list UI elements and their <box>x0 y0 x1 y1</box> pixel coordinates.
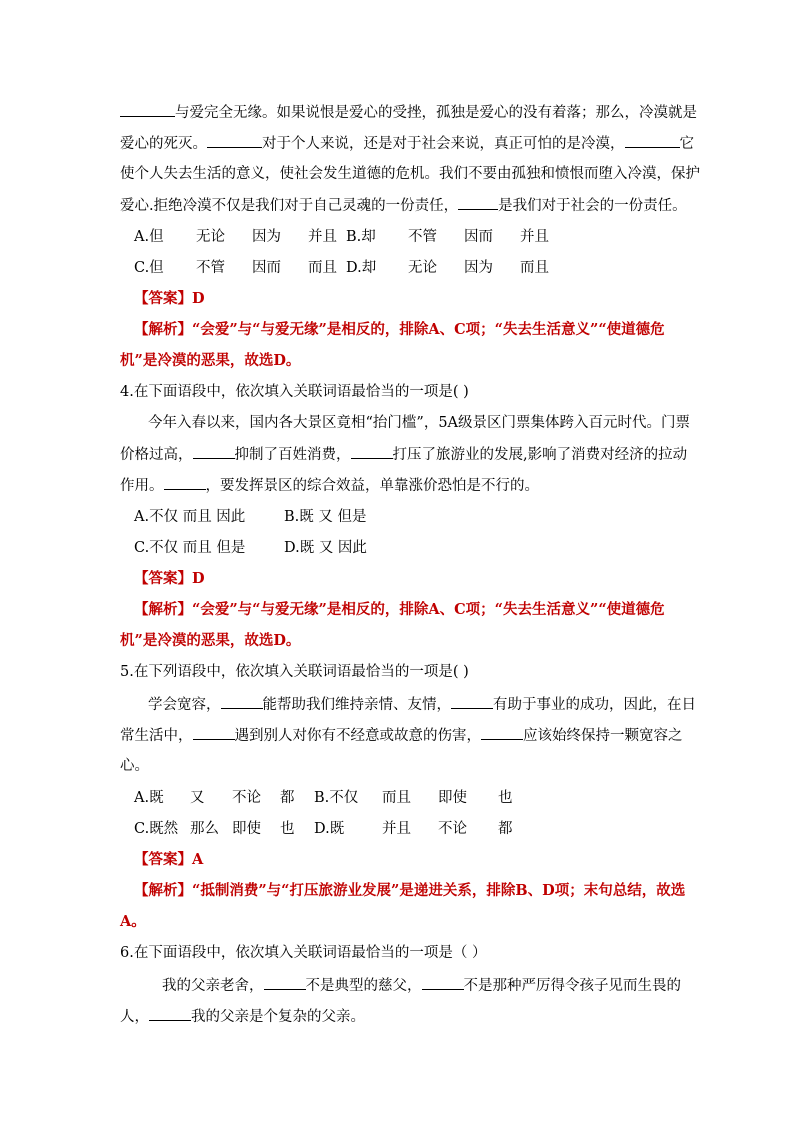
fill-blank <box>451 694 493 709</box>
fill-blank <box>264 975 306 990</box>
passage-line: 我的父亲老舍， 不是典型的慈父， 不是那种严厉得令孩子见而生畏的 <box>162 975 681 996</box>
question-stem: 6.在下面语段中，依次填入关联词语最恰当的一项是（ ） <box>120 945 487 961</box>
explanation-line: A。 <box>120 913 146 930</box>
passage-line: 使个人失去生活的意义，使社会发生道德的危机。我们不要由孤独和愤恨而堕入冷漠，保护 <box>120 166 700 182</box>
question-stem: 5.在下列语段中，依次填入关联词语最恰当的一项是( ) <box>120 664 469 680</box>
options-row: A.但 无论 因为 并且 B.却 不管 因而 并且 <box>134 229 549 245</box>
explanation-line: 【解析】“会爱”与“与爱无缘”是相反的，排除A、C项；“失去生活意义”“使道德危 <box>134 601 665 618</box>
answer-line: 【答案】A <box>134 851 204 868</box>
answer-line: 【答案】D <box>134 290 205 307</box>
passage-line: 作用。 ，要发挥景区的综合效益，单靠涨价恐怕是不行的。 <box>120 475 539 496</box>
explanation-line: 机”是冷漠的恶果，故选D。 <box>120 632 301 649</box>
passage-line: 学会宽容， 能帮助我们维持亲情、友情， 有助于事业的成功，因此，在日 <box>148 694 696 715</box>
answer-line: 【答案】D <box>134 570 205 587</box>
options-row: A.既 又 不论 都 B.不仅 而且 即使 也 <box>134 790 513 806</box>
passage-line: 今年入春以来，国内各大景区竟相“抬门槛”，5A级景区门票集体跨入百元时代。门票 <box>148 415 691 431</box>
options-row: C.不仅 而且 但是 D.既 又 因此 <box>134 540 367 556</box>
options-row: A.不仅 而且 因此 B.既 又 但是 <box>134 509 367 525</box>
question-stem: 4.在下面语段中，依次填入关联词语最恰当的一项是( ) <box>120 384 469 400</box>
passage-line: 人， 我的父亲是个复杂的父亲。 <box>120 1006 365 1027</box>
options-row: C.但 不管 因而 而且 D.却 无论 因为 而且 <box>134 260 549 276</box>
passage-line: 心。 <box>120 758 149 774</box>
explanation-line: 机”是冷漠的恶果，故选D。 <box>120 352 301 369</box>
options-row: C.既然 那么 即使 也 D.既 并且 不论 都 <box>134 821 513 837</box>
passage-line: 爱心.拒绝冷漠不仅是我们对于自己灵魂的一份责任， 是我们对于社会的一份责任。 <box>120 195 687 216</box>
fill-blank <box>625 133 680 148</box>
fill-blank <box>193 725 235 740</box>
fill-blank <box>351 444 393 459</box>
fill-blank <box>422 975 464 990</box>
passage-line: 与爱完全无缘。如果说恨是爱心的受挫，孤独是爱心的没有着落；那么，冷漠就是 <box>120 102 697 123</box>
fill-blank <box>207 133 262 148</box>
explanation-line: 【解析】“抵制消费”与“打压旅游业发展”是递进关系，排除B、D项；末句总结，故选 <box>134 882 686 899</box>
passage-line: 爱心的死灭。 对于个人来说，还是对于社会来说，真正可怕的是冷漠， 它 <box>120 133 694 154</box>
fill-blank <box>481 725 523 740</box>
fill-blank <box>221 694 263 709</box>
fill-blank <box>120 102 175 117</box>
fill-blank <box>193 444 235 459</box>
passage-line: 常生活中， 遇到别人对你有不经意或故意的伤害， 应该始终保持一颗宽容之 <box>120 725 683 746</box>
passage-line: 价格过高， 抑制了百姓消费， 打压了旅游业的发展,影响了消费对经济的拉动 <box>120 444 687 465</box>
explanation-line: 【解析】“会爱”与“与爱无缘”是相反的，排除A、C项；“失去生活意义”“使道德危 <box>134 321 665 338</box>
fill-blank <box>164 475 206 490</box>
fill-blank <box>149 1006 191 1021</box>
fill-blank <box>458 195 498 210</box>
